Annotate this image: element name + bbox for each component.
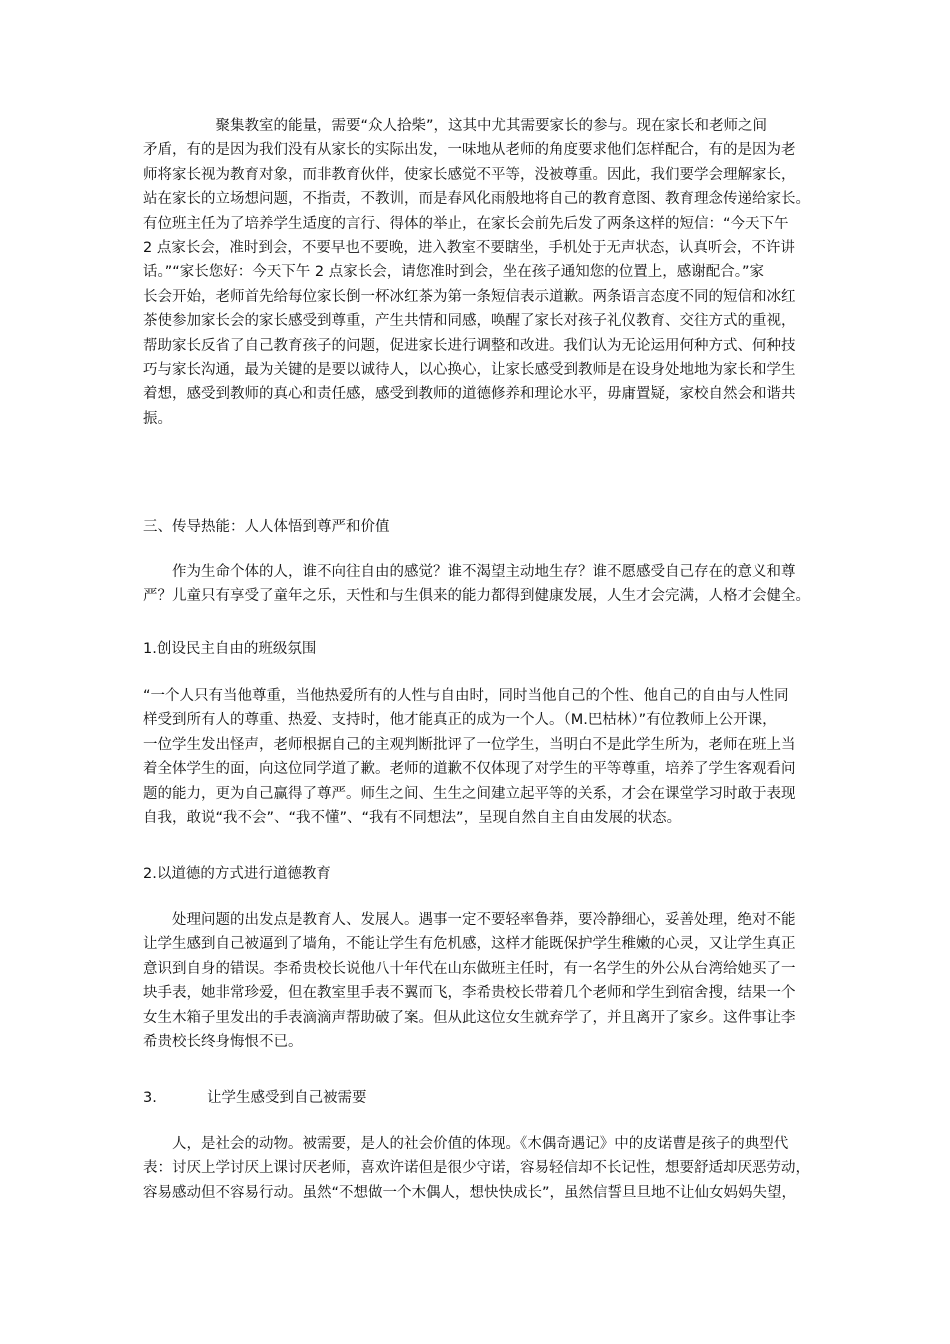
text-line: 女生木箱子里发出的手表滴滴声帮助破了案。但从此这位女生就弃学了，并且离开了家乡。这件事让李 [143, 1009, 796, 1026]
text-line: 巧与家长沟通，最为关键的是要以诚待人，以心换心，让家长感受到教师是在设身处地地为家长和学生 [143, 362, 796, 379]
section-heading: 三、传导热能：人人体悟到尊严和价值 [143, 519, 390, 535]
text-line: 一位学生发出怪声，老师根据自己的主观判断批评了一位学生，当明白不是此学生所为，老师在班上当 [143, 736, 796, 753]
text-line: “一个人只有当他尊重，当他热爱所有的人性与自由时，同时当他自己的个性、他自己的自由与人性同 [143, 688, 789, 704]
text-line: 样受到所有人的尊重、热爱、支持时，他才能真正的成为一个人。（M.巴枯林）”有位教师上公开课， [143, 712, 777, 729]
subheading-number: 3. [143, 1090, 157, 1106]
text-line: 振。 [143, 410, 172, 427]
subheading-2: 2.以道德的方式进行道德教育 [143, 866, 331, 882]
text-line: 着全体学生的面，向这位同学道了歉。老师的道歉不仅体现了对学生的平等尊重，培养了学生客观看问 [143, 761, 796, 778]
text-line: 矛盾，有的是因为我们没有从家长的实际出发，一味地从老师的角度要求他们怎样配合，有的是因为老 [143, 142, 796, 159]
text-line: 有位班主任为了培养学生适度的言行、得体的举止，在家长会前先后发了两条这样的短信：“今天下午 [143, 215, 789, 232]
text-line: 站在家长的立场想问题，不指责，不教训，而是春风化雨般地将自己的教育意图、教育理念传递给家长。 [143, 191, 810, 208]
text-line: 2 点家长会，准时到会，不要早也不要晚，进入教室不要瞎坐，手机处于无声状态，认真听会，不许讲 [143, 240, 795, 257]
subheading-title: 让学生感受到自己被需要 [207, 1090, 367, 1106]
text-line: 处理问题的出发点是教育人、发展人。遇事一定不要轻率鲁莽，要冷静细心，妥善处理，绝对不能 [143, 912, 796, 928]
text-line: 希贵校长终身悔恨不已。 [143, 1034, 303, 1051]
text-line: 块手表，她非常珍爱，但在教室里手表不翼而飞，李希贵校长带着几个老师和学生到宿舍搜，结果一个 [143, 985, 796, 1002]
text-line: 帮助家长反省了自己教育孩子的问题，促进家长进行调整和改进。我们认为无论运用何种方式、何种技 [143, 337, 796, 354]
text-line: 作为生命个体的人，谁不向往自由的感觉？谁不渴望主动地生存？谁不愿感受自己存在的意义和尊 [143, 564, 796, 580]
paragraph-moral-education [143, 908, 823, 1054]
paragraph-democratic-class [143, 684, 823, 830]
text-line: 长会开始，老师首先给每位家长倒一杯冰红茶为第一条短信表示道歉。两条语言态度不同的短信和冰红 [143, 288, 796, 305]
text-line: 着想，感受到教师的真心和责任感，感受到教师的道德修养和理论水平，毋庸置疑，家校自然会和谐共 [143, 386, 796, 403]
text-line: 题的能力，更为自己赢得了尊严。师生之间、生生之间建立起平等的关系，才会在课堂学习时敢于表现 [143, 785, 796, 802]
text-line: 让学生感到自己被逼到了墙角，不能让学生有危机感，这样才能既保护学生稚嫩的心灵，又让学生真正 [143, 936, 796, 953]
text-line: 师将家长视为教育对象，而非教育伙伴，使家长感觉不平等，没被尊重。因此，我们要学会理解家长， [143, 166, 796, 183]
text-line: 表：讨厌上学讨厌上课讨厌老师，喜欢许诺但是很少守诺，容易轻信却不长记性，想要舒适却厌恶劳动， [143, 1160, 810, 1177]
paragraph-parent-involvement [143, 114, 823, 431]
paragraph-dignity [143, 560, 823, 609]
text-line: 茶使参加家长会的家长感受到尊重，产生共情和同感，唤醒了家长对孩子礼仪教育、交往方式的重视， [143, 313, 796, 330]
text-line: 意识到自身的错误。李希贵校长说他八十年代在山东做班主任时，有一名学生的外公从台湾给她买了一 [143, 960, 796, 977]
subheading-1: 1.创设民主自由的班级氛围 [143, 641, 317, 657]
text-line: 人，是社会的动物。被需要，是人的社会价值的体现。《木偶奇遇记》中的皮诺曹是孩子的典型代 [143, 1136, 789, 1152]
paragraph-being-needed [143, 1132, 823, 1205]
text-line: 自我，敢说“我不会”、“我不懂”、“我有不同想法”，呈现自然自主自由发展的状态。 [143, 810, 682, 827]
text-line: 容易感动但不容易行动。虽然“不想做一个木偶人，想快快成长”，虽然信誓旦旦地不让仙女妈妈失望， [143, 1184, 797, 1201]
subheading-3 [143, 1088, 367, 1108]
text-line: 严？儿童只有享受了童年之乐，天性和与生俱来的能力都得到健康发展，人生才会完满，人格才会健全。 [143, 588, 810, 605]
text-line: 聚集教室的能量，需要“众人拾柴”，这其中尤其需要家长的参与。现在家长和老师之间 [143, 118, 768, 134]
text-line: 话。”“家长您好：今天下午 2 点家长会，请您准时到会，坐在孩子通知您的位置上，感谢配合。”家 [143, 264, 764, 281]
